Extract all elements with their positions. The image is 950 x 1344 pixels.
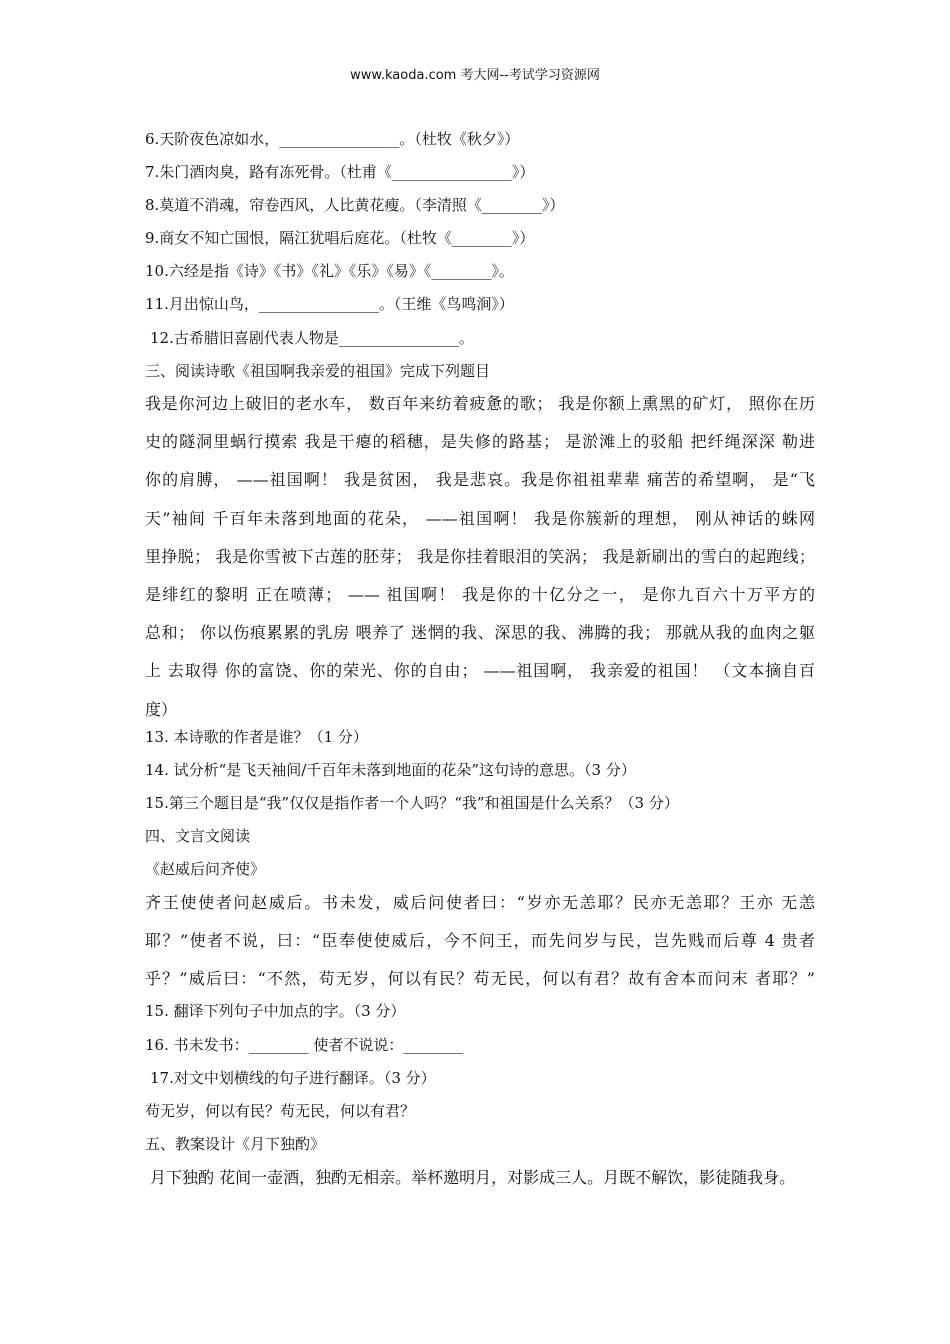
poem-line: 天”袖间 千百年未落到地面的花朵， ——祖国啊！ 我是你簇新的理想， 刚从神话的蛛网: [145, 508, 815, 528]
wenyan-text: [145, 884, 815, 999]
fill-question-10: 10.六经是指《诗》《书》《礼》《乐》《易》《________》。: [145, 262, 514, 280]
wenyan-title: 《赵威后问齐使》: [145, 860, 266, 878]
fill-question-7: 7.朱门酒肉臭，路有冻死骨。（杜甫《________________》）: [145, 163, 535, 181]
poem-line: 你的肩膊， ——祖国啊！ 我是贫困， 我是悲哀。我是你祖祖辈辈 痛苦的希望啊， 是“飞: [145, 470, 815, 490]
fill-question-11: 11.月出惊山鸟，________________。（王维《鸟鸣涧》）: [145, 295, 514, 313]
poem-line: 总和； 你以伤痕累累的乳房 喂养了 迷惘的我、深思的我、沸腾的我； 那就从我的血肉之躯: [145, 623, 815, 643]
wenyan-line: 乎？”威后曰：“不然，苟无岁，何以有民？苟无民，何以有君？故有舍本而问末 者耶？”: [145, 969, 815, 989]
fill-question-8: 8.莫道不消魂，帘卷西风，人比黄花瘦。（李清照《________》）: [145, 196, 565, 214]
section-4-title: 四、文言文阅读: [145, 827, 251, 845]
poem-line: 我是你河边上破旧的老水车， 数百年来纺着疲惫的歌； 我是你额上熏黑的矿灯， 照你在历: [145, 394, 815, 413]
question-13: 13. 本诗歌的作者是谁？（1 分）: [145, 728, 368, 746]
question-15b: 15. 翻译下列句子中加点的字。（3 分）: [145, 1002, 406, 1020]
poem-line: 度）: [145, 699, 178, 719]
question-14: 14. 试分析“是飞天袖间/千百年未落到地面的花朵”这句诗的意思。（3 分）: [145, 761, 636, 779]
question-17: 17.对文中划横线的句子进行翻译。（3 分）: [150, 1069, 436, 1087]
wenyan-line: 耶？”使者不说，曰：“臣奉使使威后，今不问王，而先问岁与民，岂先贱而后尊 4 贵者: [145, 931, 815, 951]
question-15a: 15.第三个题目是“我”仅仅是指作者一个人吗？“我”和祖国是什么关系？（3 分）: [145, 794, 679, 812]
page-header: www.kaoda.com 考大网--考试学习资源网: [350, 68, 600, 83]
poem-text: [145, 385, 815, 729]
poem-line: 史的隧洞里蜗行摸索 我是干瘪的稻穗，是失修的路基； 是淤滩上的驳船 把纤绳深深 勒进: [145, 432, 815, 452]
wenyan-line: 齐王使使者问赵威后。书未发，威后问使者曰：“岁亦无恙耶？民亦无恙耶？王亦 无恙: [145, 893, 815, 912]
poem-line: 是绯红的黎明 正在喷薄； —— 祖国啊！ 我是你的十亿分之一， 是你九百六十万平方的: [145, 585, 815, 605]
section-5-title: 五、教案设计《月下独酌》: [145, 1135, 326, 1153]
section-3-title: 三、阅读诗歌《祖国啊我亲爱的祖国》完成下列题目: [145, 362, 491, 380]
question-16: 16. 书未发书：________ 使者不说说：________: [145, 1036, 464, 1054]
fill-question-9: 9.商女不知亡国恨，隔江犹唱后庭花。（杜牧《________》）: [145, 229, 535, 247]
fill-question-6: 6.天阶夜色凉如水，________________。（杜牧《秋夕》）: [145, 130, 520, 148]
poem-line: 上 去取得 你的富饶、你的荣光、你的自由； ——祖国啊， 我亲爱的祖国！ （文本摘自百: [145, 661, 815, 681]
poem-line: 里挣脱； 我是你雪被下古莲的胚芽； 我是你挂着眼泪的笑涡； 我是新刷出的雪白的起跑线；: [145, 546, 815, 566]
poem2-line: 月下独酌 花间一壶酒，独酌无相亲。举杯邀明月，对影成三人。月既不解饮，影徒随我身。: [150, 1168, 796, 1187]
fill-question-12: 12.古希腊旧喜剧代表人物是________________。: [150, 329, 474, 347]
question-17-sentence: 苟无岁，何以有民？苟无民，何以有君？: [145, 1102, 416, 1120]
